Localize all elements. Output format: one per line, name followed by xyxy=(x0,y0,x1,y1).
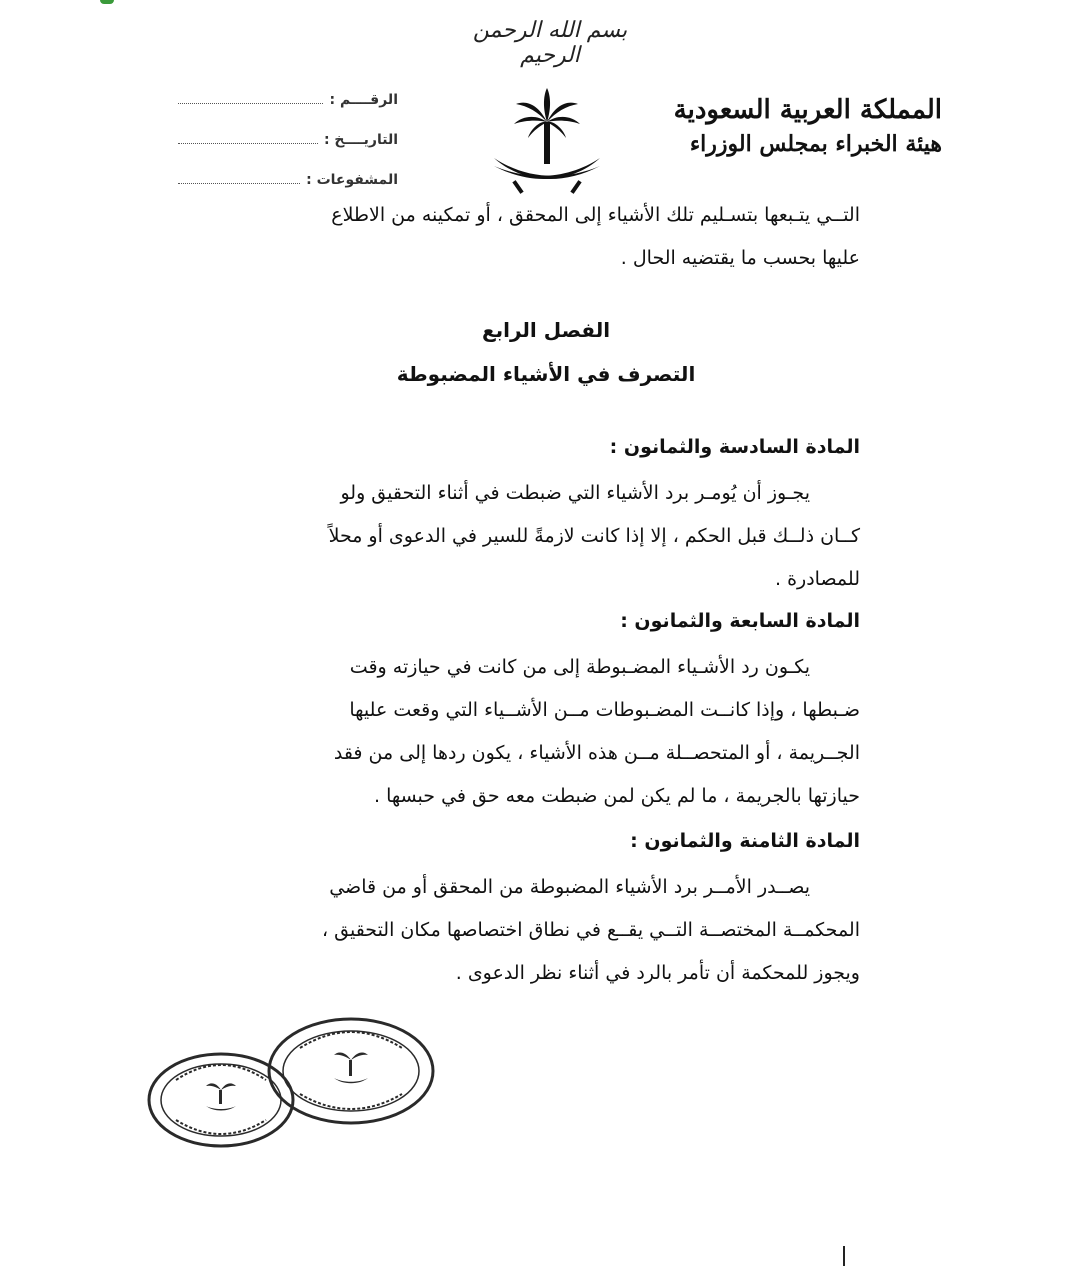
basmala: بسم الله الرحمن الرحيم xyxy=(472,18,628,68)
margin-mark xyxy=(843,1246,845,1266)
corner-mark xyxy=(100,0,114,4)
article-line: ضـبطها ، وإذا كانــت المضـبوطات مــن الأشــياء التي وقعت عليها xyxy=(349,699,860,721)
meta-number-label: الرقــــم : xyxy=(329,92,398,108)
meta-number-blank xyxy=(178,92,323,104)
chapter-title: الفصل الرابع xyxy=(481,318,611,342)
meta-attachments xyxy=(178,172,398,188)
article-88-heading: المادة الثامنة والثمانون : xyxy=(630,830,860,852)
article-line: كــان ذلــك قبل الحكم ، إلا إذا كانت لازمةً للسير في الدعوى أو محلاً xyxy=(328,525,860,547)
article-line: حيازتها بالجريمة ، ما لم يكن لمن ضبطت معه حق في حبسها . xyxy=(373,785,860,807)
intro-line: عليها بحسب ما يقتضيه الحال . xyxy=(620,247,860,269)
article-86-text xyxy=(230,472,860,601)
kingdom-name: المملكة العربية السعودية xyxy=(673,95,942,125)
chapter-subtitle: التصرف في الأشياء المضبوطة xyxy=(396,362,696,386)
article-line: ويجوز للمحكمة أن تأمر بالرد في أثناء نظر الدعوى . xyxy=(455,962,860,984)
article-86-heading: المادة السادسة والثمانون : xyxy=(609,436,860,458)
meta-number xyxy=(178,92,398,108)
article-88-text xyxy=(230,866,860,995)
meta-attachments-blank xyxy=(178,172,300,184)
experts-commission-seal-icon xyxy=(266,1016,436,1126)
article-line: يكـون رد الأشـياء المضـبوطة إلى من كانت في حيازته وقت xyxy=(349,656,810,678)
article-line: يجـوز أن يُومـر برد الأشياء التي ضبطت في أثناء التحقيق ولو xyxy=(340,482,810,504)
article-line: يصــدر الأمــر برد الأشياء المضبوطة من المحقق أو من قاضي xyxy=(329,876,810,898)
article-line: للمصادرة . xyxy=(775,568,860,590)
intro-paragraph xyxy=(230,194,860,280)
palm-swords-emblem-icon xyxy=(488,84,606,206)
meta-date-blank xyxy=(178,132,318,144)
article-line: المحكمــة المختصــة التــي يقــع في نطاق اختصاصها مكان التحقيق ، xyxy=(321,919,860,941)
meta-date xyxy=(178,132,398,148)
letterhead xyxy=(674,92,942,160)
meta-attachments-label: المشفوعات : xyxy=(306,172,398,188)
article-line: الجــريمة ، أو المتحصــلة مــن هذه الأشياء ، يكون ردها إلى من فقد xyxy=(333,742,860,764)
intro-line: التــي يتـبعها بتسـليم تلك الأشياء إلى المحقق ، أو تمكينه من الاطلاع xyxy=(331,204,860,226)
meta-date-label: التاريــــخ : xyxy=(323,132,398,148)
article-87-heading: المادة السابعة والثمانون : xyxy=(620,610,860,632)
article-87-text xyxy=(230,646,860,818)
council-name: هيئة الخبراء بمجلس الوزراء xyxy=(689,131,942,157)
